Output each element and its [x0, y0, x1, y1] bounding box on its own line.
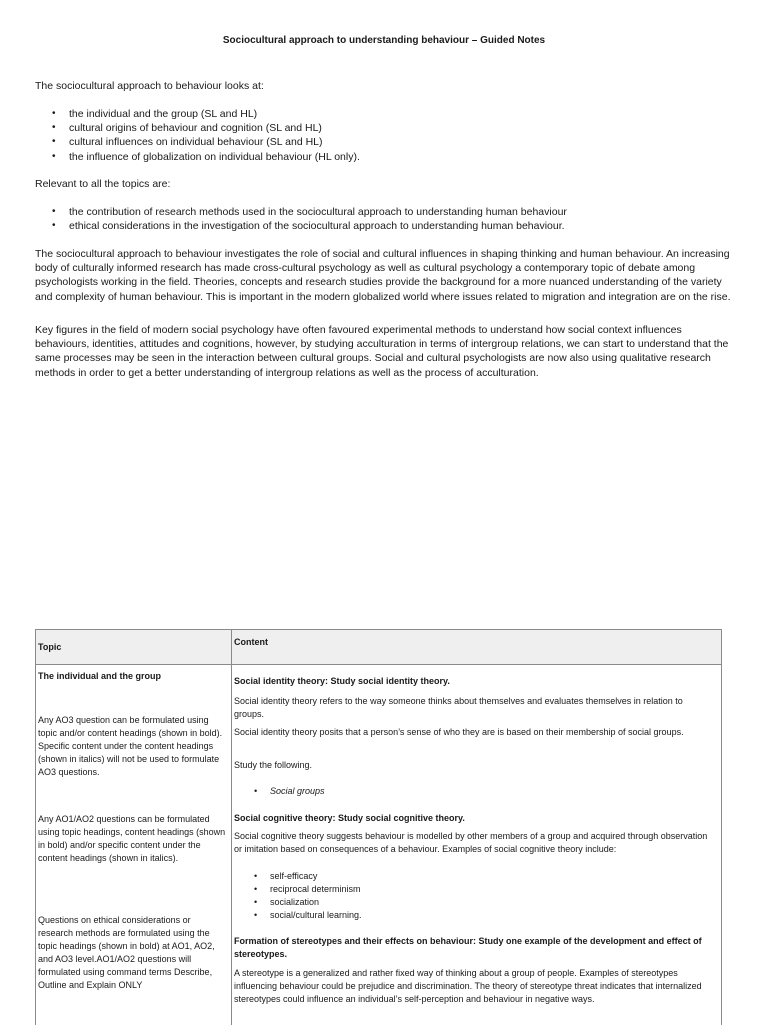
content-text: Social cognitive theory suggests behaviour is modelled by other members of a group and acquired through observation or imitation based on consequences of a behaviour. Examples of social cognitive theory include: — [234, 831, 708, 854]
content-text: A stereotype is a generalized and rather fixed way of thinking about a group of people. Examples of stereotypes influencing behaviour could be prejudice and discrimination. The theory of stereotype threat indicates that internalized stereotypes could influence an individual’s self-perception and behaviour in negative ways. — [234, 968, 702, 1004]
topic-note: Any AO3 question can be formulated using topic and/or content headings (shown in bold). Specific content under the content headings (shown in italics) will not be used to formulate AO3 questions. — [38, 715, 223, 777]
header-content: Content — [234, 637, 268, 647]
list-item: • Social groups — [234, 785, 704, 798]
page-title: Sociocultural approach to understanding behaviour – Guided Notes — [222, 35, 546, 46]
content-text: Study the following. — [234, 760, 313, 770]
list-item: • cultural origins of behaviour and cognition (SL and HL) — [35, 121, 725, 135]
intro-text: The sociocultural approach to behaviour looks at: — [35, 80, 264, 92]
list-item: • self-efficacy — [234, 870, 704, 883]
content-heading: Formation of stereotypes and their effects on behaviour: Study one example of the development and effect of stereotypes. — [234, 936, 702, 959]
content-heading: Social identity theory: Study social identity theory. — [234, 676, 450, 686]
relevant-list — [35, 205, 725, 233]
topic-note: Questions on ethical considerations or research methods are formulated using the topic headings (shown in bold) at AO1, AO2, and AO3 level.AO1/AO2 questions will formulated using command terms Describe, Outline and Explain ONLY — [38, 915, 215, 990]
header-topic: Topic — [38, 642, 62, 652]
topic-note: Any AO1/AO2 questions can be formulated using topic headings, content headings (shown in bold) and/or specific content under the content headings (shown in italics). — [38, 814, 226, 863]
list-item: • ethical considerations in the investigation of the sociocultural approach to understanding human behaviour. — [35, 219, 725, 233]
topic-content-table — [35, 629, 722, 1025]
list-item: • reciprocal determinism — [234, 883, 704, 896]
social-groups-list — [234, 785, 704, 798]
list-item: • socialization — [234, 896, 704, 909]
topic-heading: The individual and the group — [38, 671, 161, 681]
list-item: • cultural influences on individual behaviour (SL and HL) — [35, 135, 725, 149]
looks-at-list — [35, 107, 725, 164]
list-item: • social/cultural learning. — [234, 909, 704, 922]
sct-examples-list — [234, 870, 704, 922]
content-heading: Social cognitive theory: Study social cognitive theory. — [234, 813, 465, 823]
paragraph-2: Key figures in the field of modern social psychology have often favoured experimental methods to understand how social context influences behaviours, identities, attitudes and cognitions, however, by studying acculturation in terms of intergroup relations, we can start to understand that the same processes may be seen in the interaction between cultural groups. Social and cultural psychologists are now also using qualitative research methods in order to get a better understanding of intergroup relations as well as the process of acculturation. — [35, 324, 729, 379]
list-item: • the individual and the group (SL and HL) — [35, 107, 725, 121]
content-text: Social identity theory posits that a person’s sense of who they are is based on their membership of social groups. — [234, 727, 684, 737]
column-divider — [231, 630, 232, 1025]
list-item: • the contribution of research methods used in the sociocultural approach to understanding human behaviour — [35, 205, 725, 219]
list-item: • the influence of globalization on individual behaviour (HL only). — [35, 150, 725, 164]
content-text: Social identity theory refers to the way someone thinks about themselves and evaluates themselves in relation to groups. — [234, 696, 683, 719]
relevant-intro: Relevant to all the topics are: — [35, 178, 171, 190]
paragraph-1: The sociocultural approach to behaviour investigates the role of social and cultural influences in shaping thinking and human behaviour. An increasing body of culturally informed research has made cross-cultural psychology as well as cultural psychology a contemporary topic of debate among psychologists working in the field. Theories, concepts and research studies provide the background for a more nuanced understanding of the variety and complexity of human behaviour. This is important in the modern globalized world where issues related to migration and integration are on the rise. — [35, 248, 731, 303]
